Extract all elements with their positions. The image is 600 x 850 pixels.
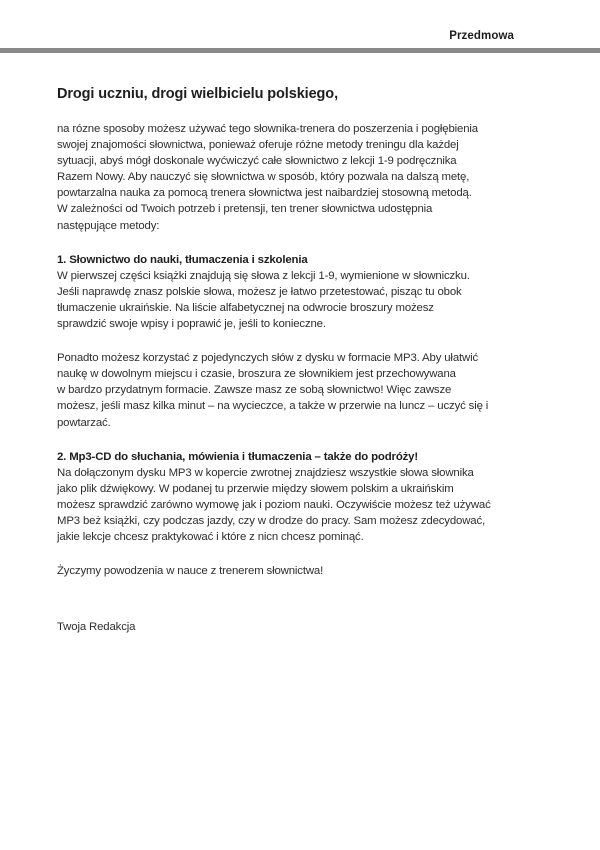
- intro-line: na rózne sposoby możesz używać tego słownika-trenera do poszerzenia i pogłębienia: [57, 123, 478, 135]
- greeting-heading: Drogi uczniu, drogi wielbicielu polskiego,: [57, 86, 338, 102]
- section-2-paragraph: [57, 449, 527, 546]
- intro-line: swojej znajomości słownictwa, ponieważ oferuje różne metody treningu dla każdej: [57, 139, 459, 152]
- section-1b-line: powtarzać.: [57, 416, 111, 429]
- closing-line: Życzymy powodzenia w nauce z trenerem słownictwa!: [57, 565, 324, 578]
- document-body: [57, 84, 527, 653]
- section-1-line: W pierwszej części książki znajdują się słowa z lekcji 1-9, wymienione w słowniczku.: [57, 269, 470, 282]
- section-1-line: sprawdzić swoje wpisy i poprawić je, jeśli to konieczne.: [57, 318, 326, 331]
- section-2-line: MP3 beż książki, czy podczas jazdy, czy w drodze do pracy. Sam możesz zdecydować,: [57, 514, 486, 527]
- spacer: [57, 597, 527, 619]
- section-1-paragraph: [57, 252, 527, 332]
- section-2-line: możesz sprawdzić zarówno wymowę jak i poziom nauki. Oczywiście możesz też używać: [57, 498, 491, 511]
- intro-line: powtarzalna nauka za pomocą trenera słownictwa jest naibardziej stosowną metodą.: [57, 187, 472, 200]
- page-header-title: Przedmowa: [449, 30, 514, 42]
- intro-line: Razem Nowy. Aby nauczyć się słownictwa w sposób, który pozwala na dalszą metę,: [57, 171, 470, 184]
- intro-line: sytuacji, abyś mógł doskonale wyćwiczyć całe słownictwo z lekcji 1-9 podręcznika: [57, 155, 457, 168]
- signature: Twoja Redakcja: [57, 621, 136, 634]
- header-divider-bar: [0, 48, 600, 53]
- section-2-heading: 2. Mp3-CD do słuchania, mówienia i tłumaczenia – także do podróży!: [57, 450, 418, 463]
- intro-line: W zależności od Twoich potrzeb i pretensji, ten trener słownictwa udostępnia: [57, 203, 433, 216]
- section-1b-line: w bardzo przydatnym formacie. Zawsze masz ze sobą słownictwo! Więc zawsze: [57, 384, 452, 397]
- intro-paragraph: [57, 121, 527, 234]
- section-1-line: tłumaczenie ukraińskie. Na liście alfabetycznej na odwrocie broszury możesz: [57, 301, 434, 314]
- intro-line: następujące metody:: [57, 219, 160, 232]
- section-2-line: jakie lekcje chcesz praktykować i które z nicn chcesz pominąć.: [57, 531, 364, 544]
- section-1b-paragraph: [57, 350, 527, 430]
- section-1b-line: naukę w dowolnym miejscu i czasie, broszura ze słownikiem jest przechowywana: [57, 368, 456, 381]
- section-1-line: Jeśli naprawdę znasz polskie słowa, możesz je łatwo przetestować, pisząc tu obok: [57, 285, 462, 298]
- section-1b-line: Ponadto możesz korzystać z pojedynczych słów z dysku w formacie MP3. Aby ułatwić: [57, 352, 479, 365]
- section-1b-line: możesz, jeśli masz kilka minut – na wycieczce, a także w przerwie na luncz – uczyć się i: [57, 400, 489, 413]
- section-2-line: Na dołączonym dysku MP3 w kopercie zwrotnej znajdziesz wszystkie słowa słownika: [57, 466, 474, 479]
- section-2-line: jako plik dźwiękowy. W podanej tu przerwie między słowem polskim a ukraińskim: [57, 482, 454, 495]
- section-1-heading: 1. Słownictwo do nauki, tłumaczenia i szkolenia: [57, 253, 308, 266]
